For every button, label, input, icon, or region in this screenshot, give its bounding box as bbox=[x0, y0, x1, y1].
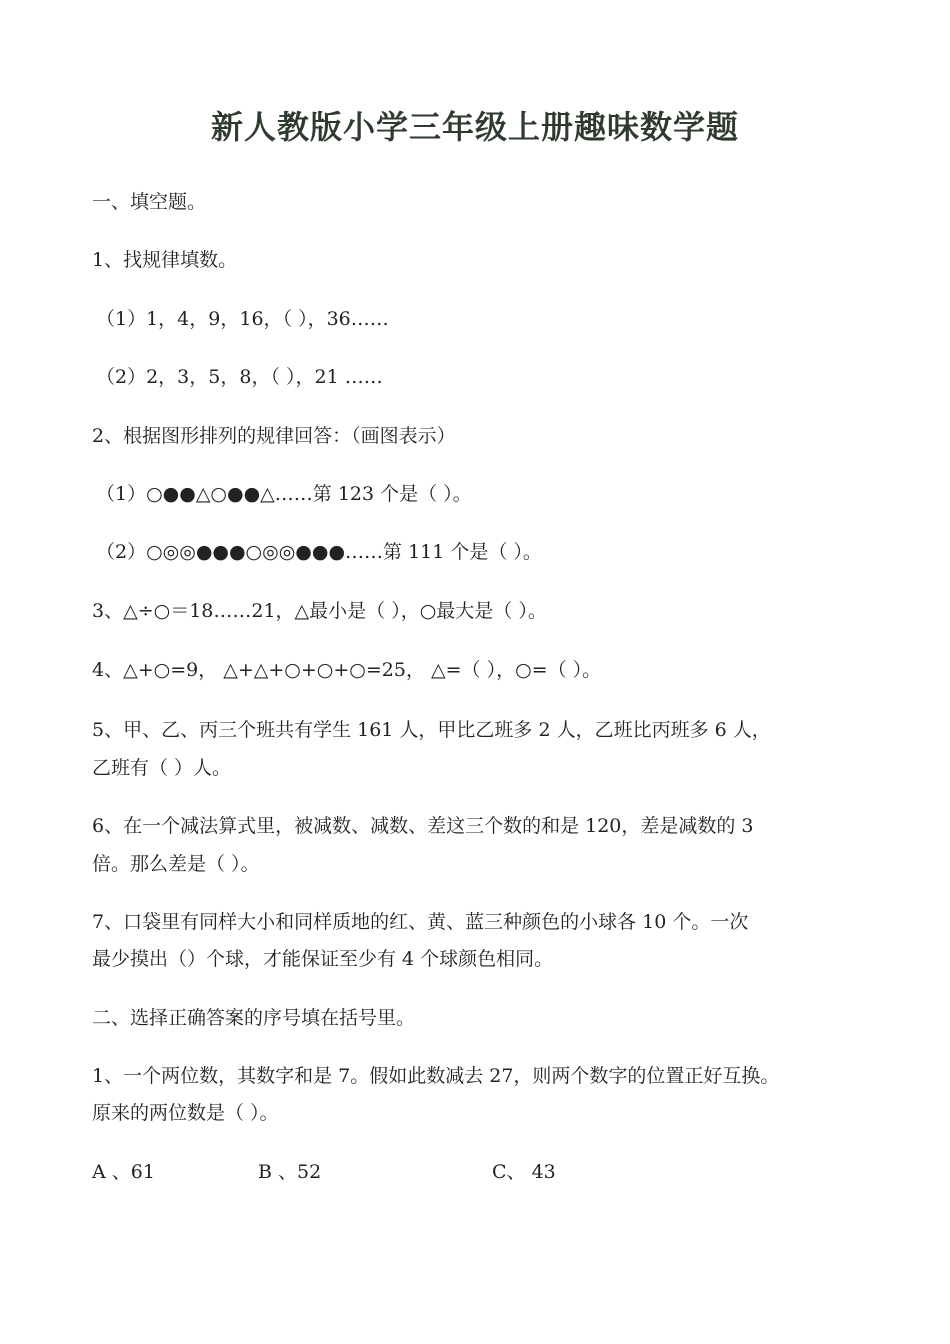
q5-line2: 乙班有（ ）人。 bbox=[92, 757, 232, 779]
q6-line1: 6、在一个减法算式里，被减数、减数、差这三个数的和是 120，差是减数的 3 bbox=[92, 815, 754, 837]
option-c: C、 43 bbox=[492, 1161, 556, 1183]
page-title: 新人教版小学三年级上册趣味数学题 bbox=[210, 108, 739, 146]
q2-part1: （1）○●●△○●●△……第 123 个是（ ）。 bbox=[96, 483, 472, 505]
q2-part2: （2）○◎◎●●●○◎◎●●●……第 111 个是（ ）。 bbox=[96, 541, 542, 563]
section1-heading: 一、填空题。 bbox=[92, 191, 207, 213]
q6-line2: 倍。那么差是（ ）。 bbox=[92, 853, 260, 875]
option-a: A 、61 bbox=[92, 1161, 155, 1183]
q1-part2: （2）2，3，5，8，（ ），21 …… bbox=[96, 366, 383, 388]
section2-heading: 二、选择正确答案的序号填在括号里。 bbox=[92, 1007, 416, 1029]
q1-label: 1、找规律填数。 bbox=[92, 249, 238, 271]
s2-q1-line1: 1、一个两位数，其数字和是 7。假如此数减去 27，则两个数字的位置正好互换。 bbox=[92, 1065, 780, 1087]
q1-part1: （1）1，4，9，16，（ ），36…… bbox=[96, 308, 389, 330]
q3-text: 3、△÷○＝18……21，△最小是（ ），○最大是（ ）。 bbox=[92, 600, 547, 622]
option-b: B 、52 bbox=[258, 1161, 322, 1183]
q7-line1: 7、口袋里有同样大小和同样质地的红、黄、蓝三种颜色的小球各 10 个。一次 bbox=[92, 911, 749, 933]
q2-label: 2、根据图形排列的规律回答：（画图表示） bbox=[92, 425, 456, 447]
s2-q1-line2: 原来的两位数是（ ）。 bbox=[92, 1102, 279, 1124]
q4-text: 4、△+○=9， △+△+○+○+○=25， △=（ ），○=（ ）。 bbox=[92, 659, 602, 681]
q7-line2: 最少摸出（）个球，才能保证至少有 4 个球颜色相同。 bbox=[92, 948, 554, 970]
q5-line1: 5、甲、乙、丙三个班共有学生 161 人，甲比乙班多 2 人，乙班比丙班多 6 人， bbox=[92, 719, 771, 741]
